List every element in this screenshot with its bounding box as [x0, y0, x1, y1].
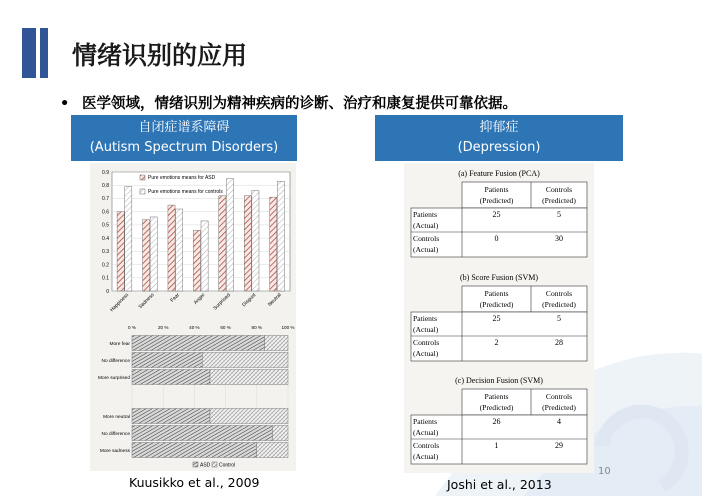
column-header: Patients — [484, 289, 509, 298]
x-category-label: Disgust — [241, 292, 258, 309]
right-panel-header — [375, 115, 623, 161]
stacked-segment-control — [257, 443, 288, 458]
table-cell-value: 5 — [557, 314, 561, 323]
column-header: Controls — [545, 289, 573, 298]
legend-label-control-stacked: Control — [219, 462, 236, 469]
asd-bar-chart — [90, 163, 296, 323]
x-category-label: Neutral — [267, 292, 283, 308]
row-header: Patients — [413, 314, 438, 323]
stacked-segment-control — [210, 370, 288, 385]
asd-stacked-bar-chart — [90, 323, 296, 471]
bar-controls — [252, 191, 259, 291]
left-citation: Kuusikko et al., 2009 — [129, 475, 260, 490]
asd-figure — [90, 163, 296, 471]
legend-label-asd: Pure emotions means for ASD — [148, 175, 216, 181]
y-category-label: More surprised — [98, 375, 130, 381]
table-cell-value: 25 — [492, 314, 501, 323]
x-tick-label: 20 % — [157, 325, 169, 330]
page-number: 10 — [598, 466, 611, 477]
stacked-segment-asd — [132, 409, 210, 424]
row-header: Controls — [413, 338, 440, 347]
table-cell-value: 30 — [555, 234, 563, 243]
row-header-sub: (Actual) — [413, 221, 439, 230]
x-tick-label: 60 % — [220, 325, 231, 330]
row-header: Patients — [413, 417, 438, 426]
title-accent-bar-secondary — [40, 28, 48, 78]
x-category-label: Happiness — [109, 292, 131, 314]
y-tick-label: 0.6 — [102, 209, 109, 216]
legend-label-asd-stacked: ASD — [200, 462, 211, 469]
left-panel-header — [71, 115, 297, 161]
column-header-sub: (Predicted) — [479, 403, 514, 412]
table-caption: (c) Decision Fusion (SVM) — [455, 376, 543, 385]
y-tick-label: 0.4 — [102, 235, 109, 242]
x-category-label: Fear — [169, 292, 181, 304]
stacked-segment-asd — [132, 443, 257, 458]
x-tick-label: 40 % — [189, 325, 200, 330]
y-tick-label: 0.9 — [102, 169, 109, 176]
bullet-text: 医学领域，情绪识别为精神疾病的诊断、治疗和康复提供可靠依据。 — [82, 96, 517, 112]
table-cell-value: 5 — [557, 210, 561, 219]
bar-asd — [117, 212, 124, 291]
row-header: Patients — [413, 210, 438, 219]
y-tick-label: 0.7 — [102, 196, 109, 203]
stacked-chart-legend — [193, 462, 235, 469]
row-header-sub: (Actual) — [413, 325, 439, 334]
y-category-label: More neutral — [103, 414, 130, 420]
x-tick-label: 100 % — [281, 325, 295, 330]
row-header-sub: (Actual) — [413, 349, 439, 358]
x-tick-label: 80 % — [251, 325, 263, 330]
column-header-sub: (Predicted) — [479, 196, 514, 205]
bar-controls — [201, 221, 208, 291]
bar-controls — [226, 179, 233, 291]
y-category-label: More sadness — [99, 448, 130, 454]
table-cell-value: 4 — [557, 417, 561, 426]
y-category-label: No difference — [101, 358, 130, 364]
row-header: Controls — [413, 234, 440, 243]
row-header: Controls — [413, 441, 440, 450]
legend-label-controls: Pure emotions means for controls — [148, 189, 223, 195]
right-panel-title-cn: 抑郁症 — [479, 120, 519, 135]
stacked-segment-asd — [132, 336, 265, 351]
right-panel-title-en: (Depression) — [457, 140, 541, 155]
x-category-label: Surprised — [212, 292, 232, 312]
row-header-sub: (Actual) — [413, 245, 439, 254]
row-header-sub: (Actual) — [413, 428, 439, 437]
left-panel-title-en: (Autism Spectrum Disorders) — [89, 140, 279, 155]
x-tick-label: 0 % — [128, 325, 136, 330]
y-category-label: More fear — [109, 341, 130, 347]
table-cell-value: 1 — [494, 441, 499, 450]
x-category-label: Anger — [192, 292, 207, 306]
right-citation: Joshi et al., 2013 — [447, 477, 552, 492]
stacked-segment-control — [202, 353, 288, 368]
column-header: Controls — [545, 185, 573, 194]
stacked-segment-control — [265, 336, 288, 351]
y-tick-label: 0 — [106, 288, 109, 295]
left-panel-title-cn: 自闭症谱系障碍 — [138, 120, 230, 135]
bar-asd — [193, 230, 200, 291]
confusion-table — [411, 376, 587, 464]
y-tick-label: 0.3 — [102, 249, 109, 256]
y-tick-label: 0.8 — [102, 183, 109, 190]
x-category-label: Sadness — [137, 292, 156, 311]
page-title: 情绪识别的应用 — [72, 41, 248, 70]
stacked-segment-asd — [132, 370, 210, 385]
bar-asd — [244, 196, 251, 291]
legend-swatch-controls — [140, 189, 145, 194]
table-cell-value: 0 — [494, 234, 499, 243]
table-cell-value: 28 — [555, 338, 563, 347]
y-tick-label: 0.1 — [102, 275, 109, 282]
bar-asd — [168, 205, 175, 291]
column-header: Patients — [484, 392, 509, 401]
confusion-table — [411, 169, 587, 257]
bar-controls — [125, 187, 132, 291]
bullet-point — [60, 92, 517, 113]
bar-asd — [143, 220, 150, 291]
stacked-segment-asd — [132, 353, 202, 368]
column-header-sub: (Predicted) — [542, 196, 576, 205]
table-cell-value: 2 — [494, 338, 499, 347]
confusion-table — [411, 273, 587, 361]
legend-swatch-control-stacked — [212, 462, 217, 467]
y-category-label: No difference — [101, 431, 130, 437]
legend-swatch-asd — [140, 175, 145, 180]
depression-figure — [404, 163, 594, 473]
bar-controls — [150, 217, 157, 291]
bullet-marker: • — [60, 96, 70, 112]
bar-controls — [176, 209, 183, 291]
table-cell-value: 26 — [492, 417, 501, 426]
y-tick-label: 0.5 — [102, 222, 109, 229]
legend-swatch-asd-stacked — [193, 462, 198, 467]
table-cell-value: 29 — [555, 441, 563, 450]
table-caption: (b) Score Fusion (SVM) — [460, 273, 538, 282]
column-header-sub: (Predicted) — [479, 300, 514, 309]
bar-asd — [219, 196, 226, 291]
table-cell-value: 25 — [492, 210, 501, 219]
column-header: Controls — [545, 392, 573, 401]
stacked-segment-control — [272, 426, 288, 441]
row-header-sub: (Actual) — [413, 452, 439, 461]
confusion-matrix-tables — [404, 163, 594, 473]
column-header: Patients — [484, 185, 509, 194]
stacked-segment-asd — [132, 426, 272, 441]
column-header-sub: (Predicted) — [542, 403, 576, 412]
title-accent-bar — [22, 28, 36, 78]
y-tick-label: 0.2 — [102, 262, 109, 269]
bar-asd — [270, 197, 277, 291]
bar-controls — [277, 181, 284, 291]
column-header-sub: (Predicted) — [542, 300, 576, 309]
stacked-segment-control — [210, 409, 288, 424]
table-caption: (a) Feature Fusion (PCA) — [458, 169, 540, 178]
